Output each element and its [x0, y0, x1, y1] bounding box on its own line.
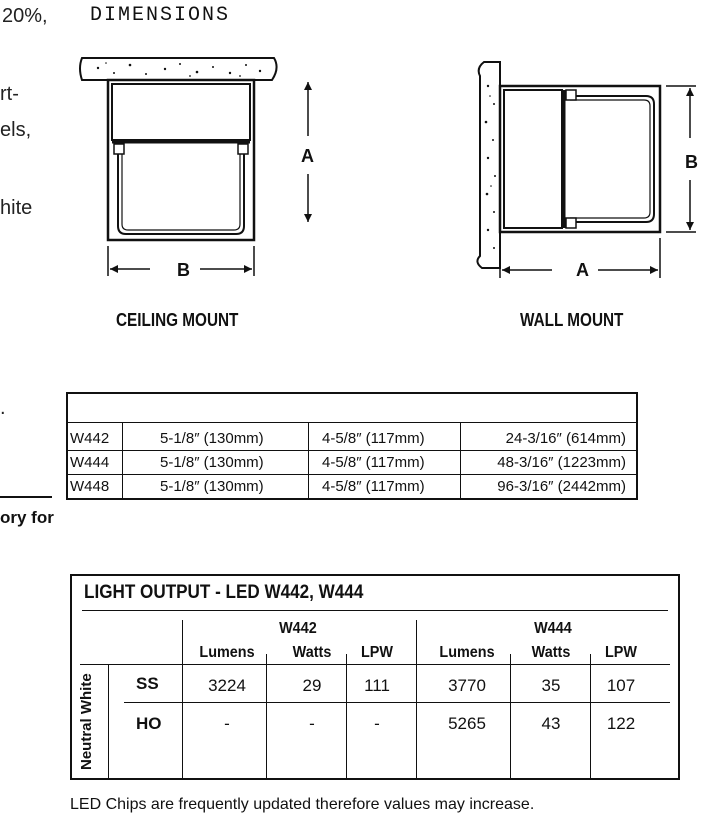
table-row	[68, 476, 636, 498]
column-header: Lumens	[439, 644, 495, 661]
value-cell: 29	[302, 676, 322, 695]
text-fragment: hite	[0, 197, 33, 219]
group-header: W442	[279, 620, 317, 637]
value-cell: 111	[364, 676, 390, 695]
value-cell: 107	[606, 676, 636, 695]
mounting-channel	[504, 90, 562, 228]
text-fragment: 20%,	[2, 5, 48, 27]
group-header: W444	[534, 620, 572, 637]
text-fragment: .	[0, 397, 6, 419]
light-output-table	[70, 574, 680, 780]
value-cell: -	[374, 714, 380, 733]
column-header: LPW	[360, 644, 393, 661]
dim-a-cell: 5-1/8″ (130mm)	[160, 454, 264, 471]
ceiling-mount-drawing	[70, 50, 330, 290]
wall-mount-caption: WALL MOUNT	[520, 310, 624, 330]
divider	[0, 496, 52, 498]
dim-b-cell: 4-5/8″ (117mm)	[322, 478, 425, 495]
value-cell: 35	[541, 676, 561, 695]
row-label-ho: HO	[136, 714, 162, 733]
model-cell: W448	[70, 478, 110, 495]
wall-dim-b: B	[685, 152, 698, 172]
mounting-channel	[112, 84, 250, 140]
light-output-title: LIGHT OUTPUT - LED W442, W444	[84, 582, 364, 603]
header-divider	[68, 422, 636, 423]
value-cell: -	[309, 714, 315, 733]
dim-a-cell: 5-1/8″ (130mm)	[160, 430, 264, 447]
text-fragment: ory for	[0, 508, 54, 527]
value-cell: 43	[541, 714, 561, 733]
text-fragment: rt-	[0, 83, 19, 105]
value-cell: 3224	[208, 676, 246, 695]
ceiling-slab	[80, 58, 277, 80]
color-temperature-label: Neutral White	[78, 673, 95, 770]
dim-a-cell: 5-1/8″ (130mm)	[160, 478, 264, 495]
table-row	[68, 428, 636, 450]
ceiling-mount-caption: CEILING MOUNT	[116, 310, 239, 330]
text-fragment: els,	[0, 119, 32, 141]
model-cell: W442	[70, 430, 110, 447]
column-header: Watts	[531, 644, 571, 661]
wall-slab	[477, 62, 500, 268]
value-cell: -	[224, 714, 230, 733]
dim-b-cell: 4-5/8″ (117mm)	[322, 430, 425, 447]
table-row	[68, 452, 636, 474]
row-label-ss: SS	[136, 674, 159, 693]
footnote: LED Chips are frequently updated therefore values may increase.	[70, 796, 535, 813]
value-cell: 122	[606, 714, 636, 733]
column-header: LPW	[604, 644, 637, 661]
dimensions-table	[66, 392, 638, 500]
wall-mount-drawing	[470, 56, 700, 286]
column-header: Lumens	[199, 644, 255, 661]
ceiling-dim-a: A	[301, 146, 314, 166]
wall-dim-a: A	[576, 260, 589, 280]
model-cell: W444	[70, 454, 110, 471]
ceiling-dim-b: B	[177, 260, 190, 280]
length-cell: 48-3/16″ (1223mm)	[497, 454, 626, 471]
dimensions-heading: DIMENSIONS	[90, 4, 231, 27]
dim-b-cell: 4-5/8″ (117mm)	[322, 454, 425, 471]
length-cell: 96-3/16″ (2442mm)	[497, 478, 626, 495]
value-cell: 5265	[448, 714, 486, 733]
length-cell: 24-3/16″ (614mm)	[505, 430, 626, 447]
value-cell: 3770	[448, 676, 486, 695]
column-header: Watts	[292, 644, 332, 661]
